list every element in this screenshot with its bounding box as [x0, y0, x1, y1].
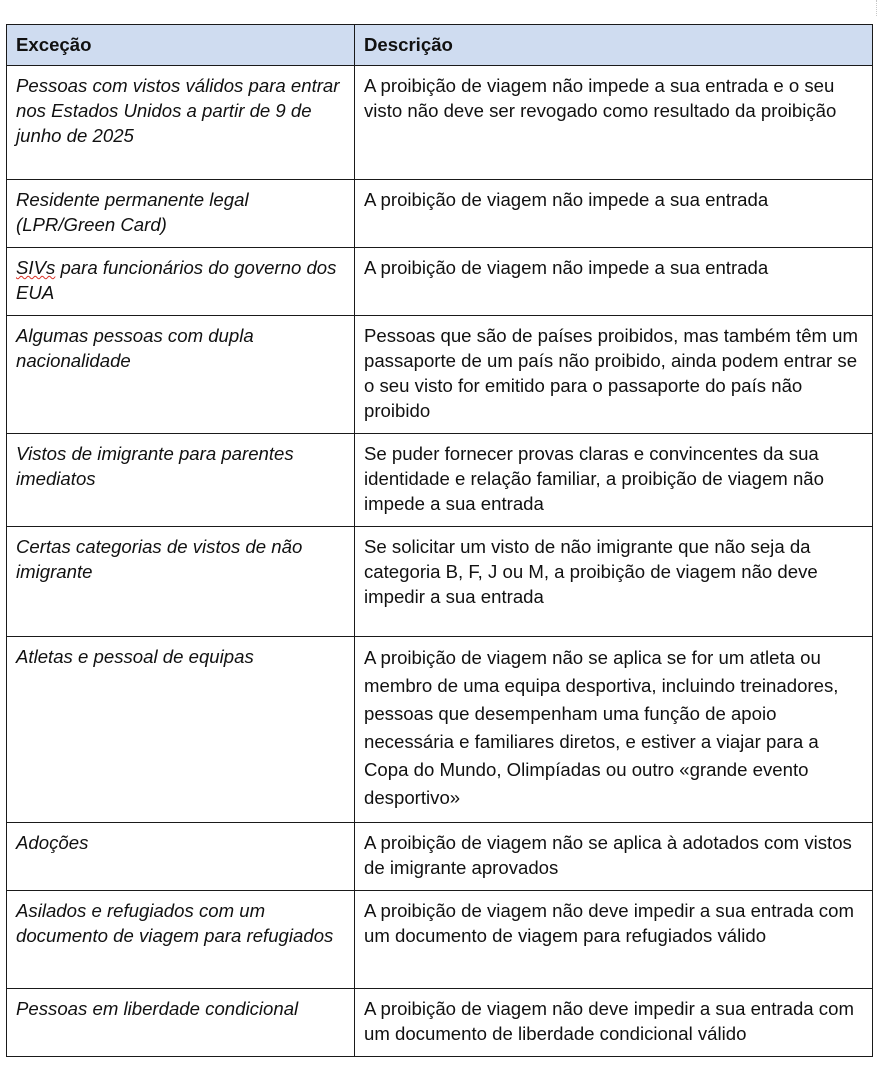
exception-cell: Vistos de imigrante para parentes imediatos [7, 434, 355, 527]
exceptions-table [6, 24, 873, 1057]
spellcheck-flagged-word[interactable]: SIVs [16, 257, 56, 278]
exception-cell: Adoções [7, 823, 355, 891]
exceptions-table-container [6, 24, 872, 1057]
exception-cell: Pessoas em liberdade condicional [7, 989, 355, 1057]
scroll-indicator [876, 0, 881, 16]
table-row [7, 248, 873, 316]
header-exception: Exceção [7, 25, 355, 66]
exception-cell: Pessoas com vistos válidos para entrar nos Estados Unidos a partir de 9 de junho de 2025 [7, 66, 355, 180]
description-cell: Se puder fornecer provas claras e convincentes da sua identidade e relação familiar, a proibição de viagem não impede a sua entrada [355, 434, 873, 527]
header-description: Descrição [355, 25, 873, 66]
description-cell: Se solicitar um visto de não imigrante que não seja da categoria B, F, J ou M, a proibição de viagem não deve impedir a sua entrada [355, 527, 873, 637]
description-cell: A proibição de viagem não se aplica à adotados com vistos de imigrante aprovados [355, 823, 873, 891]
table-header-row [7, 25, 873, 66]
table-row [7, 66, 873, 180]
exception-cell: Residente permanente legal (LPR/Green Card) [7, 180, 355, 248]
table-row [7, 989, 873, 1057]
exception-cell: Atletas e pessoal de equipas [7, 637, 355, 823]
description-cell: A proibição de viagem não deve impedir a sua entrada com um documento de viagem para refugiados válido [355, 891, 873, 989]
table-row [7, 434, 873, 527]
table-row [7, 637, 873, 823]
exception-cell: Algumas pessoas com dupla nacionalidade [7, 316, 355, 434]
exception-cell: Asilados e refugiados com um documento de viagem para refugiados [7, 891, 355, 989]
description-cell: A proibição de viagem não deve impedir a sua entrada com um documento de liberdade condicional válido [355, 989, 873, 1057]
table-row [7, 891, 873, 989]
description-cell: A proibição de viagem não se aplica se for um atleta ou membro de uma equipa desportiva, incluindo treinadores, pessoas que desempenham uma função de apoio necessária e familiares diretos, e estiver a viajar para a Copa do Mundo, Olimpíadas ou outro «grande evento desportivo» [355, 637, 873, 823]
table-row [7, 823, 873, 891]
exception-text: para funcionários do governo dos EUA [16, 257, 337, 303]
table-row [7, 527, 873, 637]
table-row [7, 316, 873, 434]
exception-cell: Certas categorias de vistos de não imigrante [7, 527, 355, 637]
description-cell: A proibição de viagem não impede a sua entrada [355, 248, 873, 316]
exception-cell [7, 248, 355, 316]
description-cell: Pessoas que são de países proibidos, mas também têm um passaporte de um país não proibido, ainda podem entrar se o seu visto for emitido para o passaporte do país não proibido [355, 316, 873, 434]
table-row [7, 180, 873, 248]
description-cell: A proibição de viagem não impede a sua entrada e o seu visto não deve ser revogado como resultado da proibição [355, 66, 873, 180]
description-cell: A proibição de viagem não impede a sua entrada [355, 180, 873, 248]
